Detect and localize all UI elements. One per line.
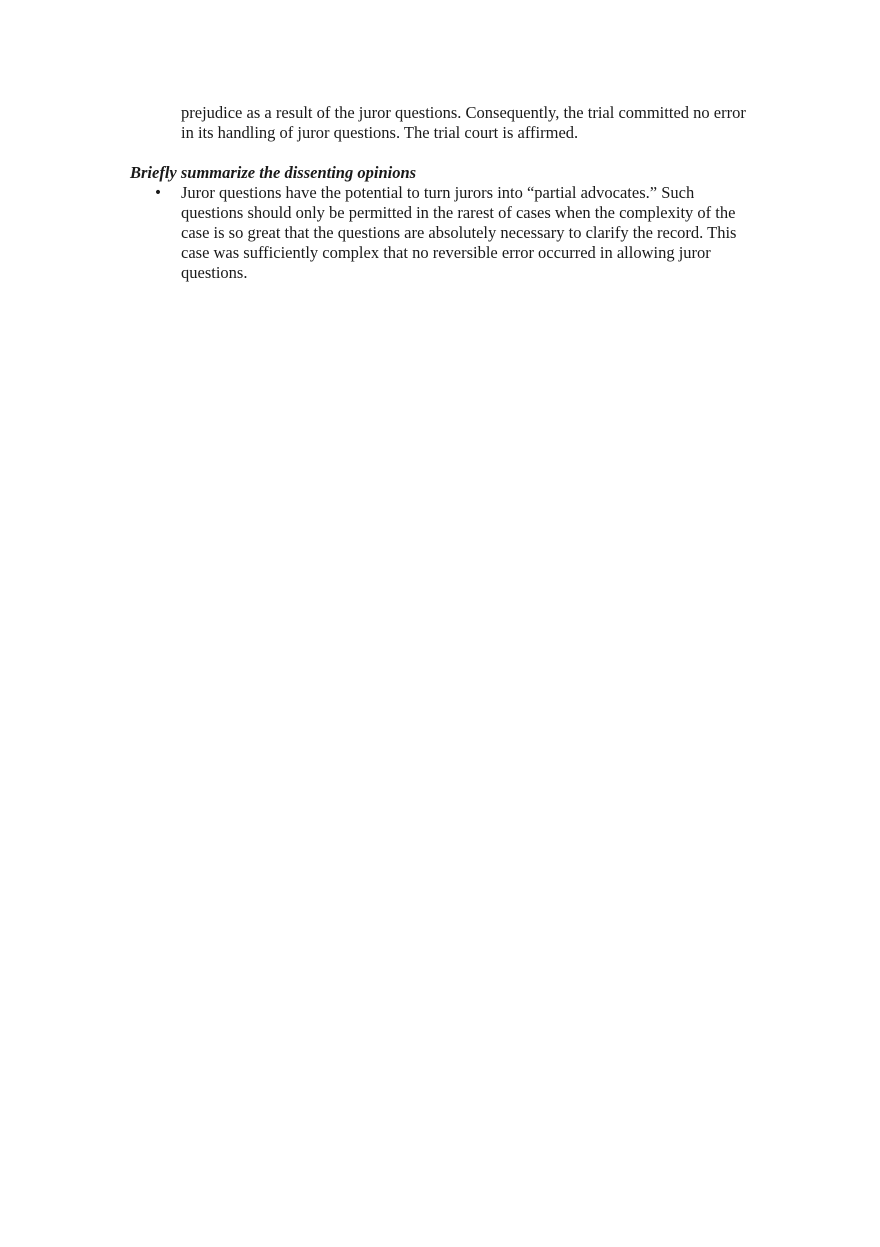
bullet-text: Juror questions have the potential to turn jurors into “partial advocates.” Such questions should only be permitted in the rarest of cases when the complexity of the case is so great that the questions are absolutely necessary to clarify the record. This case was sufficiently complex that no reversible error occurred in allowing juror questions.	[181, 183, 737, 282]
section-heading: Briefly summarize the dissenting opinions	[130, 163, 417, 182]
list-item	[130, 183, 756, 283]
bullet-icon: •	[153, 185, 163, 201]
dissent-bullet-list	[130, 183, 756, 283]
continuation-paragraph: prejudice as a result of the juror questions. Consequently, the trial committed no error in its handling of juror questions. The trial court is affirmed.	[181, 103, 746, 142]
